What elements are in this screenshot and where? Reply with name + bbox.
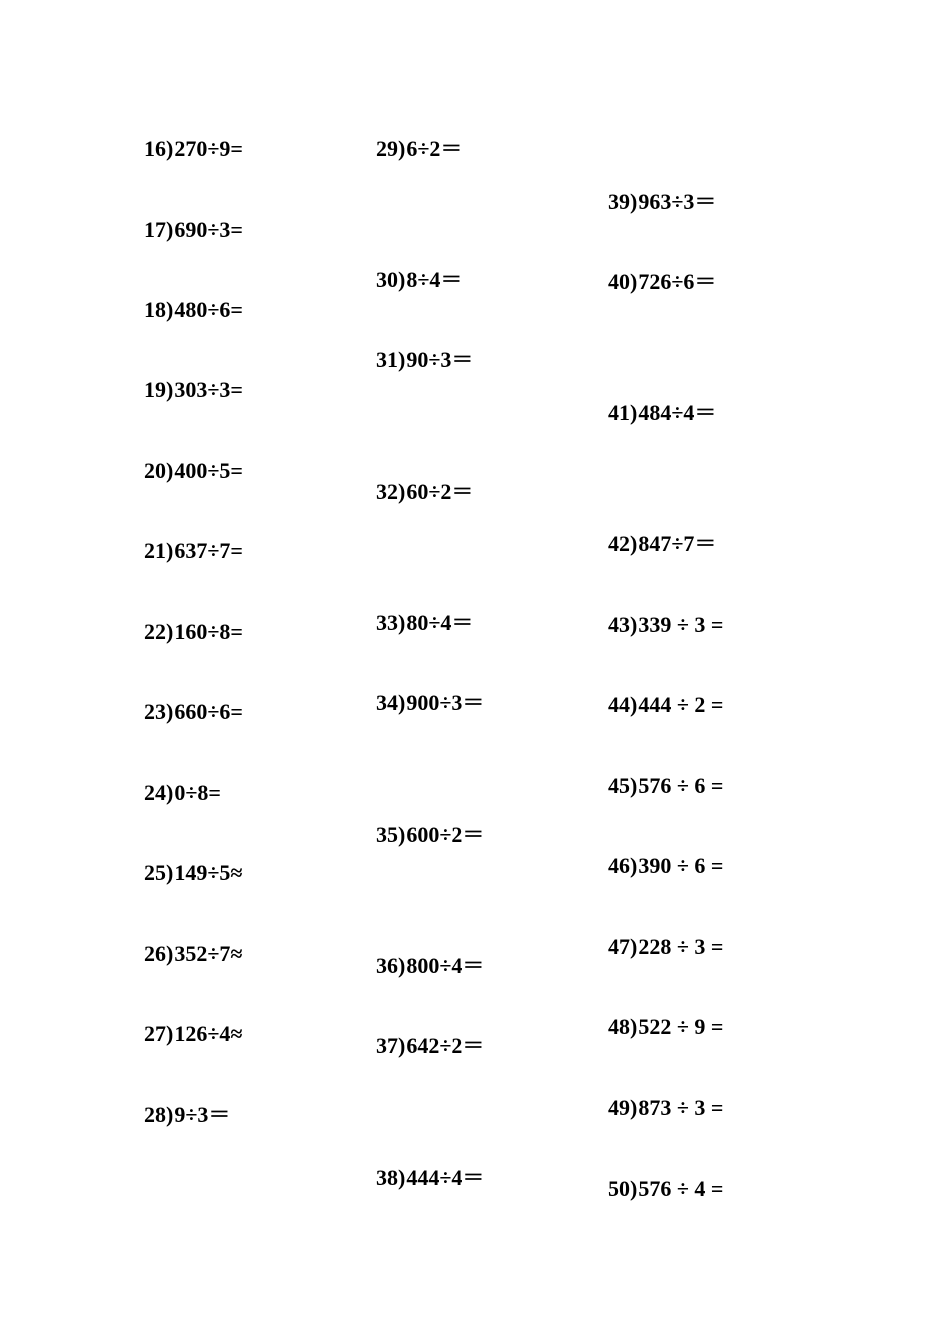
problem-22 [144, 619, 243, 645]
problem-expression: 339 ÷ 3 = [638, 612, 724, 637]
problem-41 [608, 400, 716, 426]
problem-expression: 660÷6= [174, 699, 243, 724]
problem-number: 45) [608, 773, 638, 798]
problem-expression: 149÷5≈ [174, 860, 243, 885]
problem-number: 19) [144, 377, 174, 402]
problem-expression: 270÷9= [174, 136, 243, 161]
problem-17 [144, 217, 243, 243]
problem-number: 31) [376, 347, 406, 372]
problem-number: 17) [144, 217, 174, 242]
problem-number: 49) [608, 1095, 638, 1120]
problem-number: 27) [144, 1021, 174, 1046]
problem-35 [376, 822, 484, 848]
problem-expression: 642÷2＝ [406, 1033, 485, 1058]
problem-number: 26) [144, 941, 174, 966]
problem-36 [376, 953, 484, 979]
problem-number: 28) [144, 1102, 174, 1127]
problem-number: 32) [376, 479, 406, 504]
problem-number: 29) [376, 136, 406, 161]
problem-43 [608, 612, 723, 638]
problem-number: 39) [608, 189, 638, 214]
problem-expression: 0÷8= [174, 780, 221, 805]
problem-number: 48) [608, 1014, 638, 1039]
problem-expression: 60÷2＝ [406, 479, 474, 504]
problem-44 [608, 692, 723, 718]
problem-26 [144, 941, 242, 967]
problem-49 [608, 1095, 723, 1121]
problem-expression: 600÷2＝ [406, 822, 485, 847]
problem-expression: 80÷4＝ [406, 610, 474, 635]
problem-31 [376, 347, 473, 373]
problem-40 [608, 269, 716, 295]
problem-number: 25) [144, 860, 174, 885]
problem-34 [376, 690, 484, 716]
problem-29 [376, 136, 462, 162]
problem-expression: 444÷4＝ [406, 1165, 485, 1190]
problem-21 [144, 538, 243, 564]
problem-number: 40) [608, 269, 638, 294]
problem-number: 35) [376, 822, 406, 847]
problem-48 [608, 1014, 723, 1040]
problem-16 [144, 136, 243, 162]
problem-expression: 963÷3＝ [638, 189, 717, 214]
problem-19 [144, 377, 243, 403]
problem-50 [608, 1176, 723, 1202]
problem-number: 36) [376, 953, 406, 978]
problem-expression: 8÷4＝ [406, 267, 463, 292]
problem-number: 43) [608, 612, 638, 637]
problem-expression: 480÷6= [174, 297, 243, 322]
problem-number: 22) [144, 619, 174, 644]
problem-30 [376, 267, 462, 293]
problem-expression: 390 ÷ 6 = [638, 853, 724, 878]
problem-number: 30) [376, 267, 406, 292]
problem-expression: 847÷7＝ [638, 531, 717, 556]
problem-32 [376, 479, 473, 505]
problem-number: 16) [144, 136, 174, 161]
problem-number: 44) [608, 692, 638, 717]
problem-expression: 576 ÷ 4 = [638, 1176, 724, 1201]
problem-expression: 726÷6＝ [638, 269, 717, 294]
problem-number: 46) [608, 853, 638, 878]
problem-number: 37) [376, 1033, 406, 1058]
problem-18 [144, 297, 243, 323]
problem-number: 24) [144, 780, 174, 805]
problem-expression: 484÷4＝ [638, 400, 717, 425]
problem-expression: 228 ÷ 3 = [638, 934, 724, 959]
problem-38 [376, 1165, 484, 1191]
problem-expression: 160÷8= [174, 619, 243, 644]
problem-27 [144, 1021, 242, 1047]
problem-expression: 900÷3＝ [406, 690, 485, 715]
problem-expression: 6÷2＝ [406, 136, 463, 161]
problem-24 [144, 780, 221, 806]
problem-number: 34) [376, 690, 406, 715]
problem-20 [144, 458, 243, 484]
problem-expression: 637÷7= [174, 538, 243, 563]
problem-number: 47) [608, 934, 638, 959]
problem-number: 38) [376, 1165, 406, 1190]
problem-expression: 9÷3＝ [174, 1102, 231, 1127]
problem-expression: 800÷4＝ [406, 953, 485, 978]
problem-46 [608, 853, 723, 879]
problem-25 [144, 860, 242, 886]
problem-47 [608, 934, 723, 960]
problem-number: 18) [144, 297, 174, 322]
problem-expression: 303÷3= [174, 377, 243, 402]
problem-45 [608, 773, 723, 799]
problem-expression: 352÷7≈ [174, 941, 243, 966]
problem-expression: 444 ÷ 2 = [638, 692, 724, 717]
problem-number: 42) [608, 531, 638, 556]
problem-28 [144, 1102, 230, 1128]
problem-number: 33) [376, 610, 406, 635]
problem-expression: 400÷5= [174, 458, 243, 483]
problem-number: 21) [144, 538, 174, 563]
problem-number: 50) [608, 1176, 638, 1201]
problem-42 [608, 531, 716, 557]
problem-number: 20) [144, 458, 174, 483]
problem-39 [608, 189, 716, 215]
problem-number: 41) [608, 400, 638, 425]
problem-33 [376, 610, 473, 636]
problem-expression: 126÷4≈ [174, 1021, 243, 1046]
problem-expression: 873 ÷ 3 = [638, 1095, 724, 1120]
problem-expression: 90÷3＝ [406, 347, 474, 372]
problem-number: 23) [144, 699, 174, 724]
problem-23 [144, 699, 243, 725]
problem-expression: 576 ÷ 6 = [638, 773, 724, 798]
problem-expression: 522 ÷ 9 = [638, 1014, 724, 1039]
problem-37 [376, 1033, 484, 1059]
problem-expression: 690÷3= [174, 217, 243, 242]
